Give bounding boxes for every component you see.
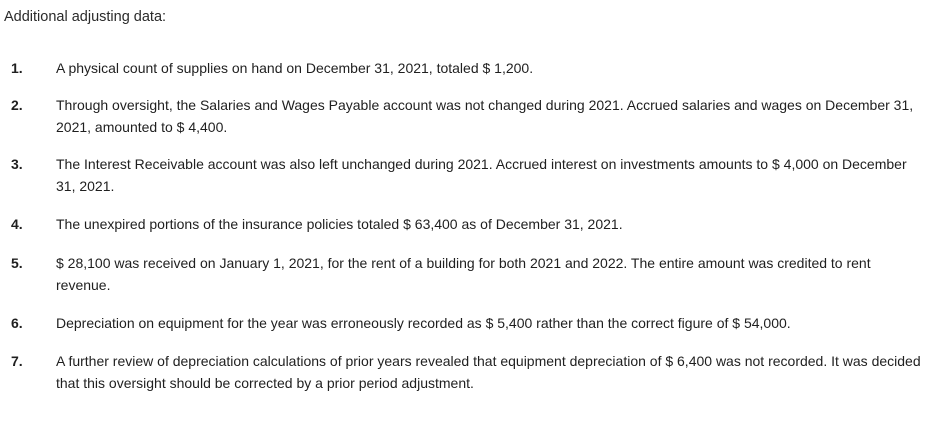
item-number: 7. [11,353,23,369]
item-number: 4. [11,216,23,232]
section-heading: Additional adjusting data: [4,9,167,25]
item-text: The Interest Receivable account was also left unchanged during 2021. Accrued interest on investments amounts to $ 4,000 on December 31, 2021. [56,156,907,194]
item-number: 6. [11,315,23,331]
item-text: $ 28,100 was received on January 1, 2021, for the rent of a building for both 2021 and 2022. The entire amount was credited to rent revenue. [56,255,871,293]
item-number: 2. [11,97,23,113]
item-number: 1. [11,60,23,76]
item-text: Through oversight, the Salaries and Wages Payable account was not changed during 2021. Accrued salaries and wages on December 31, 2021, amounted to $ 4,400. [56,97,914,135]
item-number: 3. [11,156,23,172]
item-text: A further review of depreciation calculations of prior years revealed that equipment depreciation of $ 6,400 was not recorded. It was decided that this oversight should be corrected by a prior period adjustment. [56,353,921,391]
item-text: Depreciation on equipment for the year was erroneously recorded as $ 5,400 rather than the correct figure of $ 54,000. [56,315,791,331]
item-number: 5. [11,255,23,271]
item-text: The unexpired portions of the insurance policies totaled $ 63,400 as of December 31, 2021. [56,216,623,232]
item-text: A physical count of supplies on hand on December 31, 2021, totaled $ 1,200. [56,60,534,76]
